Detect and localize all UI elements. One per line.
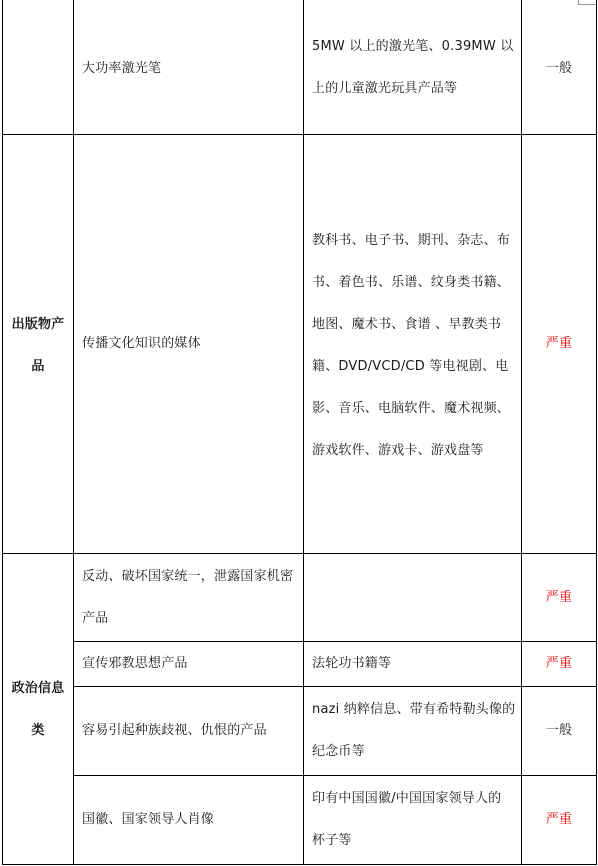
- publication-category-line-2: 品: [31, 359, 45, 374]
- political-item-3-severity: 一般: [545, 723, 573, 738]
- political-item-1-type-line-2: 产品: [82, 611, 109, 626]
- laser-desc-line-2: 上的儿童激光玩具产品等: [312, 81, 458, 96]
- table-border-bottom: [2, 864, 597, 865]
- political-item-3-desc-line-1: nazi 纳粹信息、带有希特勒头像的: [312, 702, 516, 717]
- political-item-2-severity: 严重: [545, 656, 573, 671]
- table-border-right: [596, 0, 597, 864]
- publication-category-cell: [3, 304, 73, 388]
- publication-type-cell: 传播文化知识的媒体: [82, 336, 201, 351]
- publication-severity: 严重: [545, 336, 573, 351]
- political-item-4-desc-line-1: 印有中国国徽/中国国家领导人的: [312, 791, 502, 806]
- column-divider-2: [303, 0, 304, 864]
- publication-desc-cell: [312, 220, 517, 472]
- corner-mark-h: [578, 4, 596, 5]
- laser-desc-line-1: 5MW 以上的激光笔、0.39MW 以: [312, 39, 514, 54]
- laser-type-cell: 大功率激光笔: [82, 61, 162, 76]
- publication-desc-line-5: 影、音乐、电脑软件、魔术视频、: [312, 401, 511, 416]
- publication-desc-line-4: 籍、DVD/VCD/CD 等电视剧、电: [312, 359, 509, 374]
- publication-desc-line-3: 地图、魔术书、食谱 、早教类书: [312, 317, 502, 332]
- political-category-line-2: 类: [31, 723, 45, 738]
- row-divider-political-1: [73, 641, 597, 642]
- row-divider-laser-bottom: [2, 134, 597, 135]
- political-item-1-type-line-1: 反动、破坏国家统一，泄露国家机密: [82, 569, 294, 584]
- political-item-3-desc: [312, 689, 520, 773]
- political-category-cell: [3, 668, 73, 752]
- political-item-4-type: 国徽、国家领导人肖像: [82, 812, 215, 827]
- publication-desc-line-2: 书、着色书、乐谱、纹身类书籍、: [312, 275, 511, 290]
- row-divider-political-3: [73, 775, 597, 776]
- political-item-3-type: 容易引起种族歧视、仇恨的产品: [82, 723, 267, 738]
- political-item-2-desc: 法轮功书籍等: [312, 656, 392, 671]
- political-item-1-type: [82, 556, 300, 640]
- row-divider-publication-bottom: [2, 553, 597, 554]
- publication-desc-line-6: 游戏软件、游戏卡、游戏盘等: [312, 443, 484, 458]
- publication-desc-line-1: 教科书、电子书、期刊、杂志、布: [312, 233, 511, 248]
- row-divider-political-2: [73, 686, 597, 687]
- political-category-line-1: 政治信息: [11, 681, 65, 696]
- political-item-2-type: 宣传邪教思想产品: [82, 656, 188, 671]
- laser-desc-cell: [312, 26, 517, 110]
- political-item-1-severity: 严重: [545, 590, 573, 605]
- column-divider-1: [73, 0, 74, 864]
- publication-category-line-1: 出版物产: [11, 317, 65, 332]
- political-item-4-desc-line-2: 杯子等: [312, 833, 352, 848]
- political-item-4-desc: [312, 778, 517, 862]
- political-item-3-desc-line-2: 纪念币等: [312, 744, 365, 759]
- political-item-4-severity: 严重: [545, 812, 573, 827]
- laser-severity: 一般: [545, 61, 573, 76]
